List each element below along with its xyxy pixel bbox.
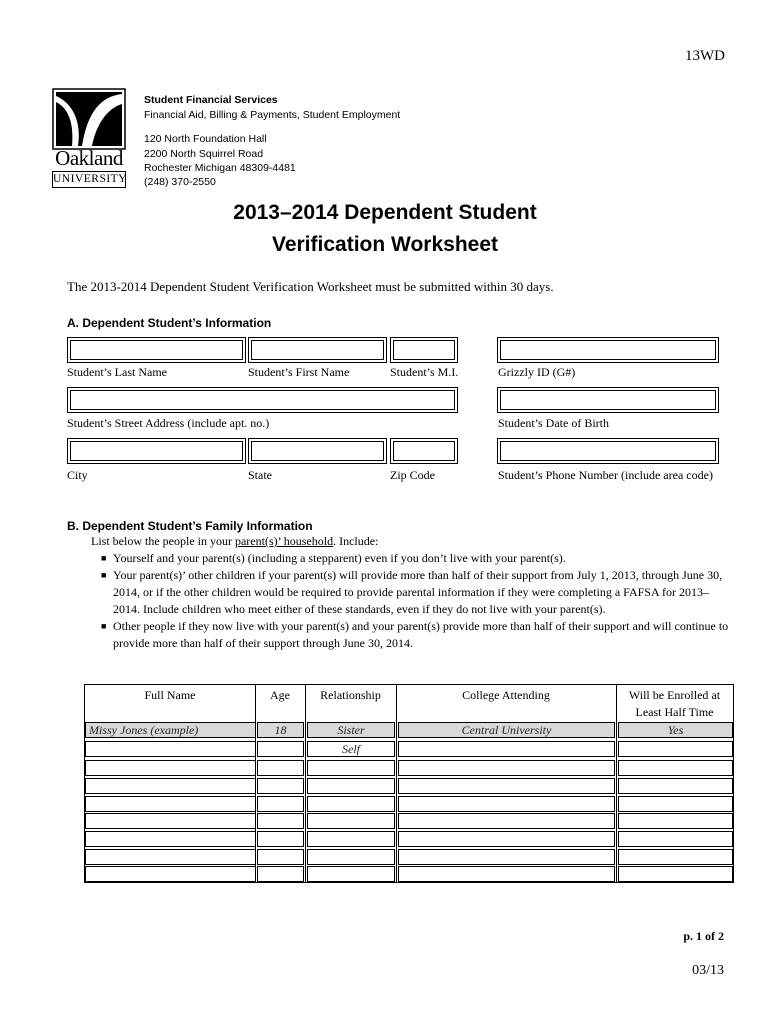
row4-enrolled-input[interactable] bbox=[618, 796, 733, 812]
row7-age-input[interactable] bbox=[257, 849, 304, 865]
oakland-university-logo bbox=[52, 88, 126, 188]
sail-logo-icon bbox=[52, 88, 126, 150]
first-name-field[interactable] bbox=[248, 337, 387, 363]
row3-relationship-input[interactable] bbox=[307, 778, 395, 794]
row7-enrolled-input[interactable] bbox=[618, 849, 733, 865]
form-code: 13WD bbox=[685, 48, 725, 64]
row4-college-input[interactable] bbox=[398, 796, 615, 812]
header-relationship: Relationship bbox=[320, 688, 381, 702]
section-b-list-intro bbox=[91, 534, 378, 549]
middle-initial-label: Student’s M.I. bbox=[390, 365, 459, 379]
row3-enrolled-input[interactable] bbox=[618, 778, 733, 794]
page-number: p. 1 of 2 bbox=[683, 929, 724, 943]
row1-enrolled-input[interactable] bbox=[618, 741, 733, 757]
row3-age-input[interactable] bbox=[257, 778, 304, 794]
column-divider bbox=[396, 685, 397, 883]
row6-name-input[interactable] bbox=[85, 831, 256, 847]
first-name-label: Student’s First Name bbox=[248, 365, 350, 379]
last-name-label: Student’s Last Name bbox=[67, 365, 167, 379]
row2-relationship-input[interactable] bbox=[307, 760, 395, 776]
row1-college-input[interactable] bbox=[398, 741, 615, 757]
row4-name-input[interactable] bbox=[85, 796, 256, 812]
row6-enrolled-input[interactable] bbox=[618, 831, 733, 847]
household-underlined: parent(s)’ household bbox=[234, 534, 334, 548]
example-name-cell: Missy Jones (example) bbox=[85, 722, 256, 738]
bullet-icon: ■ bbox=[101, 570, 107, 580]
bullet-item bbox=[101, 618, 731, 652]
bullet-text: Other people if they now live with your parent(s) and your parent(s) provide more than half of their support and will continue to provide more than half of their support through June 30, 2014. bbox=[113, 619, 729, 650]
header-college: College Attending bbox=[462, 688, 550, 702]
row7-college-input[interactable] bbox=[398, 849, 615, 865]
section-b-heading: B. Dependent Student’s Family Information bbox=[67, 519, 313, 533]
bullet-text: Yourself and your parent(s) (including a stepparent) even if you don’t live with your parent(s). bbox=[113, 551, 566, 565]
row2-college-input[interactable] bbox=[398, 760, 615, 776]
section-a-heading: A. Dependent Student’s Information bbox=[67, 316, 272, 330]
middle-initial-field[interactable] bbox=[390, 337, 458, 363]
grizzly-id-field[interactable] bbox=[497, 337, 719, 363]
student-phone-label: Student’s Phone Number (include area code) bbox=[498, 468, 713, 482]
example-college-cell: Central University bbox=[398, 722, 615, 738]
state-label: State bbox=[248, 468, 272, 482]
list-intro-post: . Include: bbox=[333, 534, 379, 548]
row7-relationship-input[interactable] bbox=[307, 849, 395, 865]
bullet-icon: ■ bbox=[101, 621, 107, 631]
address-line-3: Rochester Michigan 48309-4481 bbox=[144, 162, 296, 174]
office-subtitle: Financial Aid, Billing & Payments, Student Employment bbox=[144, 109, 401, 121]
row1-relationship-cell: Self bbox=[307, 741, 395, 757]
row2-enrolled-input[interactable] bbox=[618, 760, 733, 776]
logo-university-text: UNIVERSITY bbox=[52, 171, 126, 188]
title-line-1: 2013–2014 Dependent Student bbox=[233, 201, 537, 224]
row4-relationship-input[interactable] bbox=[307, 796, 395, 812]
city-field[interactable] bbox=[67, 438, 246, 464]
last-name-field[interactable] bbox=[67, 337, 246, 363]
bullet-item bbox=[101, 567, 731, 618]
bullet-text: Your parent(s)’ other children if your parent(s) will provide more than half of their support from July 1, 2013, through June 30, 2014, or if the other children would be required to provide parental information if they were completing a FAFSA for 2013–2014. Include children who meet either of these standards, even if they do not live with your parent(s). bbox=[113, 568, 723, 616]
row8-relationship-input[interactable] bbox=[307, 866, 395, 882]
row5-college-input[interactable] bbox=[398, 813, 615, 829]
logo-oakland-text: Oakland bbox=[55, 146, 123, 170]
address-line-1: 120 North Foundation Hall bbox=[144, 133, 267, 145]
row8-age-input[interactable] bbox=[257, 866, 304, 882]
intro-text: The 2013-2014 Dependent Student Verification Worksheet must be submitted within 30 days. bbox=[67, 279, 554, 294]
row3-college-input[interactable] bbox=[398, 778, 615, 794]
revision-date: 03/13 bbox=[692, 963, 724, 978]
row5-age-input[interactable] bbox=[257, 813, 304, 829]
row8-name-input[interactable] bbox=[85, 866, 256, 882]
row4-age-input[interactable] bbox=[257, 796, 304, 812]
title-line-2: Verification Worksheet bbox=[271, 233, 499, 256]
row2-name-input[interactable] bbox=[85, 760, 256, 776]
zip-code-label: Zip Code bbox=[390, 468, 435, 482]
date-of-birth-field[interactable] bbox=[497, 387, 719, 413]
example-age-cell: 18 bbox=[257, 722, 304, 738]
bullet-item bbox=[101, 550, 731, 567]
header-enrolled: Will be Enrolled at Least Half Time bbox=[628, 688, 721, 719]
row3-name-input[interactable] bbox=[85, 778, 256, 794]
family-table bbox=[84, 684, 734, 883]
row8-enrolled-input[interactable] bbox=[618, 866, 733, 882]
date-of-birth-label: Student’s Date of Birth bbox=[498, 416, 609, 430]
header-full-name: Full Name bbox=[144, 688, 196, 702]
row8-college-input[interactable] bbox=[398, 866, 615, 882]
office-phone: (248) 370-2550 bbox=[144, 176, 216, 188]
row5-name-input[interactable] bbox=[85, 813, 256, 829]
bullet-icon: ■ bbox=[101, 553, 107, 563]
row5-enrolled-input[interactable] bbox=[618, 813, 733, 829]
row5-relationship-input[interactable] bbox=[307, 813, 395, 829]
row6-age-input[interactable] bbox=[257, 831, 304, 847]
page-title bbox=[0, 197, 770, 261]
state-field[interactable] bbox=[248, 438, 387, 464]
address-line-2: 2200 North Squirrel Road bbox=[144, 148, 264, 160]
grizzly-id-label: Grizzly ID (G#) bbox=[498, 365, 576, 379]
example-relationship-cell: Sister bbox=[307, 722, 395, 738]
row6-relationship-input[interactable] bbox=[307, 831, 395, 847]
example-enrolled-cell: Yes bbox=[618, 722, 733, 738]
row6-college-input[interactable] bbox=[398, 831, 615, 847]
row7-name-input[interactable] bbox=[85, 849, 256, 865]
list-intro-pre: List below the people in your bbox=[91, 534, 235, 548]
street-address-field[interactable] bbox=[67, 387, 458, 413]
student-phone-field[interactable] bbox=[497, 438, 719, 464]
column-divider bbox=[305, 685, 306, 883]
city-label: City bbox=[67, 468, 88, 482]
office-name: Student Financial Services bbox=[144, 94, 278, 106]
row2-age-input[interactable] bbox=[257, 760, 304, 776]
row1-age-input[interactable] bbox=[257, 741, 304, 757]
header-age: Age bbox=[270, 688, 290, 702]
row1-name-input[interactable] bbox=[85, 741, 256, 757]
street-address-label: Student’s Street Address (include apt. no.) bbox=[67, 416, 270, 430]
zip-code-field[interactable] bbox=[390, 438, 458, 464]
